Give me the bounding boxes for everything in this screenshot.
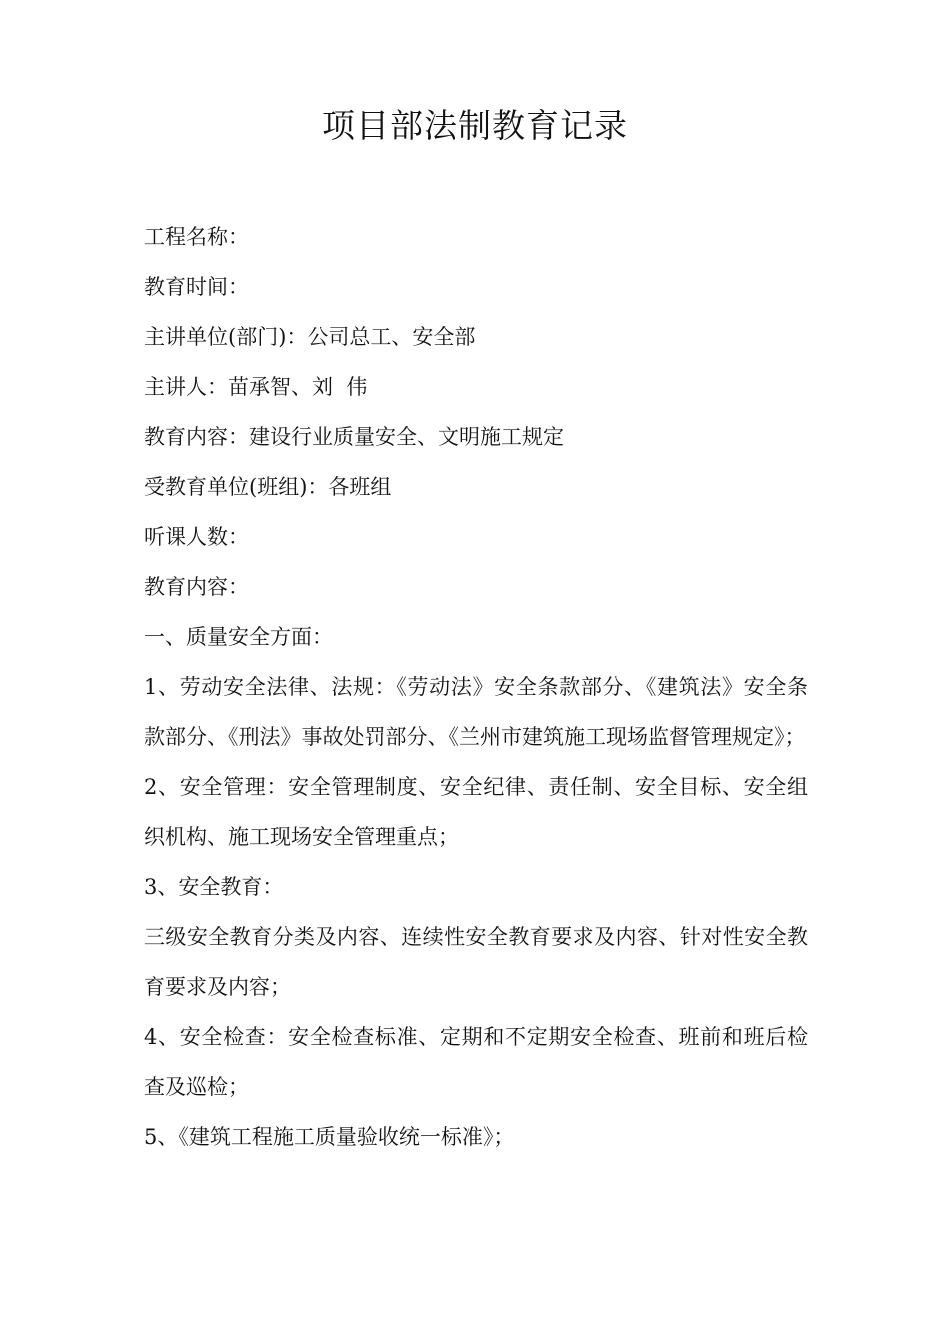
list-item: 1、劳动安全法律、法规：《劳动法》安全条款部分、《建筑法》安全条款部分、《刑法》事故处罚部分、《兰州市建筑施工现场监督管理规定》；	[144, 675, 808, 749]
field-label: 教育内容：	[144, 575, 249, 599]
field-lecturing-unit	[144, 312, 808, 362]
field-value: 建设行业质量安全、文明施工规定	[249, 425, 564, 449]
field-attendee-count	[144, 512, 808, 562]
list-item: 5、《建筑工程施工质量验收统一标准》；	[144, 1125, 515, 1149]
field-label: 主讲人：	[144, 375, 228, 399]
field-label: 受教育单位(班组)：	[144, 475, 329, 499]
field-label: 教育时间：	[144, 275, 249, 299]
field-label: 听课人数：	[144, 525, 249, 549]
field-project-name	[144, 212, 808, 262]
list-item: 三级安全教育分类及内容、连续性安全教育要求及内容、针对性安全教育要求及内容；	[144, 925, 808, 999]
field-trainee-unit	[144, 462, 808, 512]
section-heading: 一、质量安全方面：	[144, 625, 333, 649]
field-label: 工程名称：	[144, 225, 249, 249]
document-body	[144, 212, 808, 1162]
field-lecturer	[144, 362, 808, 412]
list-item: 4、安全检查：安全检查标准、定期和不定期安全检查、班前和班后检查及巡检；	[144, 1025, 808, 1099]
list-item: 3、安全教育：	[144, 875, 284, 899]
field-value: 公司总工、安全部	[307, 325, 476, 349]
field-education-time	[144, 262, 808, 312]
field-label: 教育内容：	[144, 425, 249, 449]
field-label: 主讲单位(部门)：	[144, 325, 308, 349]
field-education-content	[144, 412, 808, 462]
field-value: 各班组	[328, 475, 392, 499]
field-value: 苗承智、刘 伟	[228, 375, 368, 399]
field-content-heading	[144, 562, 808, 612]
document-title: 项目部法制教育记录	[322, 106, 628, 145]
list-item: 2、安全管理：安全管理制度、安全纪律、责任制、安全目标、安全组织机构、施工现场安全管理重点；	[144, 775, 808, 849]
